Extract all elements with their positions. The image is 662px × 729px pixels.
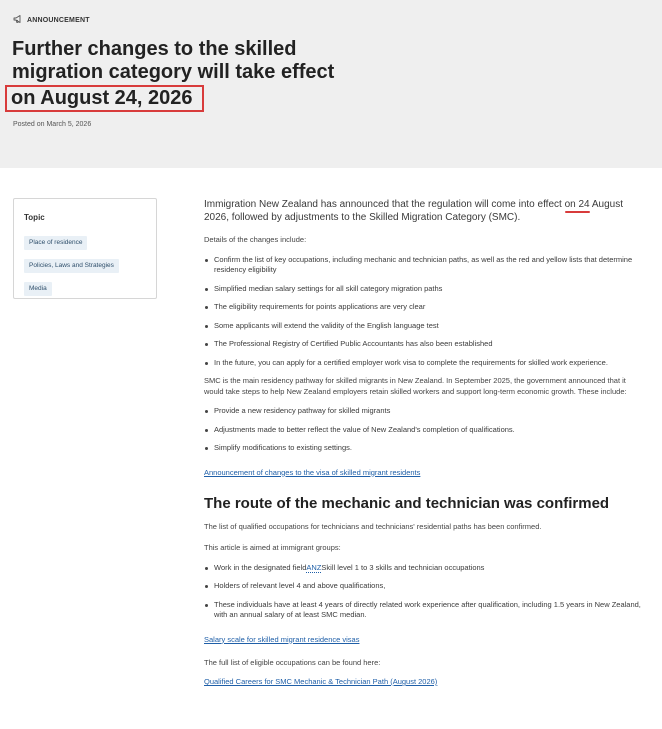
list-item bbox=[204, 563, 644, 574]
article-body bbox=[204, 198, 644, 689]
salary-scale-link[interactable]: Salary scale for skilled migrant residence visas bbox=[204, 634, 360, 644]
list-item: Provide a new residency pathway for skilled migrants bbox=[204, 406, 644, 417]
megaphone-icon bbox=[13, 14, 23, 26]
topic-tag[interactable]: Media bbox=[24, 282, 52, 296]
page-title bbox=[12, 38, 392, 112]
anz-abbreviation[interactable]: ANZ bbox=[306, 562, 322, 572]
section-intro: The list of qualified occupations for technicians and technicians' residential paths has been confirmed. bbox=[204, 521, 542, 531]
topic-tag[interactable]: Place of residence bbox=[24, 236, 87, 250]
group-text: Work in the designated field bbox=[214, 562, 307, 572]
eyebrow-label: ANNOUNCEMENT bbox=[27, 16, 90, 24]
list-item: The Professional Registry of Certified Public Accountants has also been established bbox=[204, 339, 644, 350]
list-item: The eligibility requirements for points applications are very clear bbox=[204, 302, 644, 313]
lead-text: , followed by adjustments to the Skilled Migration Category (SMC). bbox=[226, 212, 521, 223]
hero-banner bbox=[0, 0, 662, 168]
qualified-careers-link[interactable]: Qualified Careers for SMC Mechanic & Technician Path (August 2026) bbox=[204, 677, 438, 686]
list-item: Simplify modifications to existing settings. bbox=[204, 443, 644, 454]
aimed-text: This article is aimed at immigrant groups: bbox=[204, 543, 341, 552]
visa-changes-link[interactable]: Announcement of changes to the visa of skilled migrant residents bbox=[204, 467, 421, 477]
list-item: In the future, you can apply for a certified employer work visa to complete the requirements for skilled work experience. bbox=[204, 358, 644, 369]
details-intro: Details of the changes include: bbox=[204, 235, 307, 244]
lead-date-underlined: on 24 bbox=[564, 199, 590, 210]
list-item: These individuals have at least 4 years of directly related work experience after qualification, including 1.5 years in New Zealand, with an annual salary of at least SMC median. bbox=[204, 600, 644, 621]
section-heading: The route of the mechanic and technician was confirmed bbox=[204, 494, 610, 512]
list-item: Some applicants will extend the validity of the English language test bbox=[204, 321, 644, 332]
topic-tag[interactable]: Policies, Laws and Strategies bbox=[24, 259, 119, 273]
groups-list bbox=[204, 563, 644, 621]
topic-card bbox=[13, 198, 157, 299]
lead-text: Immigration New Zealand has announced that the regulation will come into effect bbox=[204, 199, 565, 210]
topic-heading: Topic bbox=[24, 213, 45, 222]
list-item: Holders of relevant level 4 and above qualifications, bbox=[204, 581, 644, 592]
group-text: Skill level 1 to 3 skills and technician occupations bbox=[321, 562, 485, 572]
posted-date: Posted on March 5, 2026 bbox=[13, 121, 92, 128]
announcement-eyebrow bbox=[13, 14, 90, 26]
lead-date-underlined: August 2026 bbox=[204, 199, 623, 223]
title-line-1: Further changes to the skilled bbox=[12, 38, 297, 60]
title-line-2: migration category will take effect bbox=[12, 61, 335, 83]
title-date-highlight bbox=[5, 85, 204, 112]
lead-paragraph bbox=[204, 198, 644, 224]
title-line-3: on August 24, 2026 bbox=[11, 87, 193, 109]
full-list-text: The full list of eligible occupations can be found here: bbox=[204, 657, 381, 667]
smc-paragraph: SMC is the main residency pathway for skilled migrants in New Zealand. In September 2025, the government announced that it would take steps to help New Zealand employers retain skilled workers and support long-term economic growth. These include: bbox=[204, 376, 627, 396]
list-item: Simplified median salary settings for all skill category migration paths bbox=[204, 284, 644, 295]
details-list bbox=[204, 255, 644, 369]
list-item: Adjustments made to better reflect the value of New Zealand's completion of qualifications. bbox=[204, 425, 644, 436]
smc-list bbox=[204, 406, 644, 454]
list-item: Confirm the list of key occupations, including mechanic and technician paths, as well as the red and yellow lists that determine residency eligibility bbox=[204, 255, 644, 276]
